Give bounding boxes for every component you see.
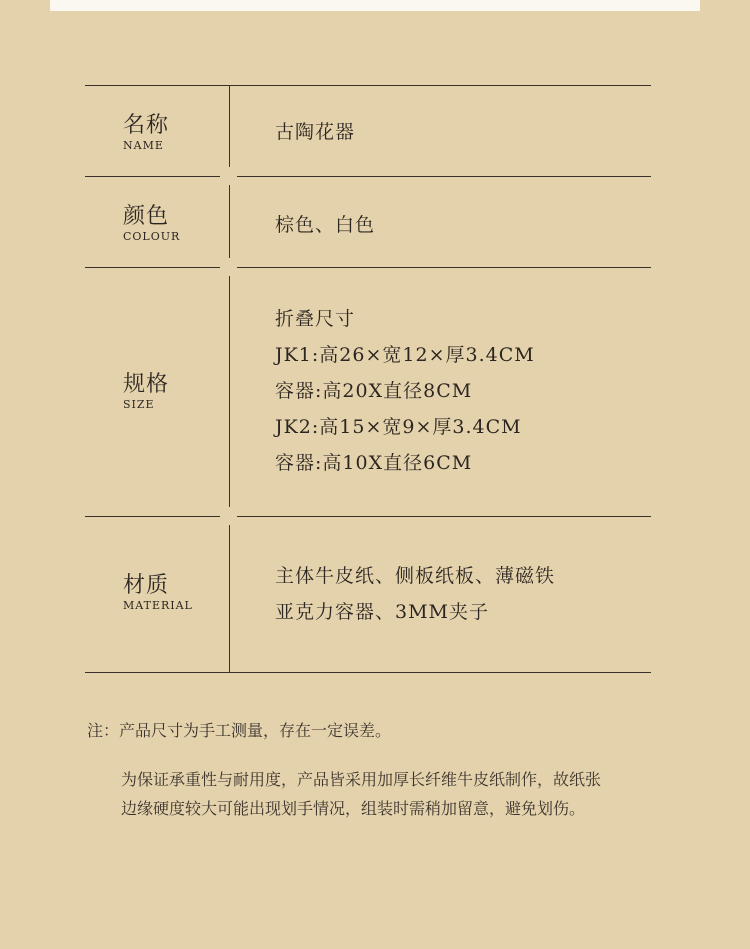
row-label-colour	[123, 204, 180, 244]
table-top-border	[85, 85, 651, 86]
row-divider-left	[85, 267, 220, 268]
row-divider-right	[237, 516, 651, 517]
top-white-strip	[50, 0, 700, 11]
column-divider	[229, 185, 230, 258]
row-value-material	[275, 558, 555, 630]
row-value-size	[275, 301, 535, 481]
notes-body	[87, 765, 687, 823]
value-line: 古陶花器	[275, 121, 356, 143]
column-divider	[229, 276, 230, 507]
label-en: NAME	[123, 139, 164, 152]
row-divider-right	[237, 176, 651, 177]
label-cn: 材质	[123, 573, 170, 598]
note-body-line: 边缘硬度较大可能出现划手情况，组装时需稍加留意，避免划伤。	[121, 799, 586, 818]
note-body-line: 为保证承重性与耐用度，产品皆采用加厚长纤维牛皮纸制作，故纸张	[121, 770, 602, 789]
label-en: MATERIAL	[123, 599, 193, 612]
value-line: 亚克力容器、3MM夹子	[275, 601, 489, 623]
label-cn: 颜色	[123, 204, 170, 229]
column-divider	[229, 525, 230, 673]
row-divider-left	[85, 516, 220, 517]
row-label-size	[123, 372, 169, 412]
label-en: SIZE	[123, 398, 155, 411]
row-label-name	[123, 113, 169, 153]
row-label-material	[123, 573, 193, 613]
value-line: 容器:高10X直径6CM	[275, 452, 473, 474]
label-en: COLOUR	[123, 230, 181, 243]
value-line: JK2:高15×宽9×厚3.4CM	[275, 416, 522, 438]
value-line: 容器:高20X直径8CM	[275, 380, 473, 402]
value-line: 折叠尺寸	[275, 308, 356, 330]
notes-section	[87, 718, 687, 823]
value-line: 主体牛皮纸、侧板纸板、薄磁铁	[275, 565, 556, 587]
row-divider-right	[237, 267, 651, 268]
value-line: JK1:高26×宽12×厚3.4CM	[275, 344, 535, 366]
row-value-colour	[275, 207, 375, 243]
table-bottom-border	[85, 672, 651, 673]
row-divider-left	[85, 176, 220, 177]
spec-table	[85, 85, 651, 673]
label-cn: 名称	[123, 113, 170, 138]
value-line: 棕色、白色	[275, 214, 376, 236]
row-value-name	[275, 114, 355, 150]
label-cn: 规格	[123, 372, 170, 397]
column-divider	[229, 85, 230, 167]
measurement-note: 注：产品尺寸为手工测量，存在一定误差。	[87, 721, 392, 740]
